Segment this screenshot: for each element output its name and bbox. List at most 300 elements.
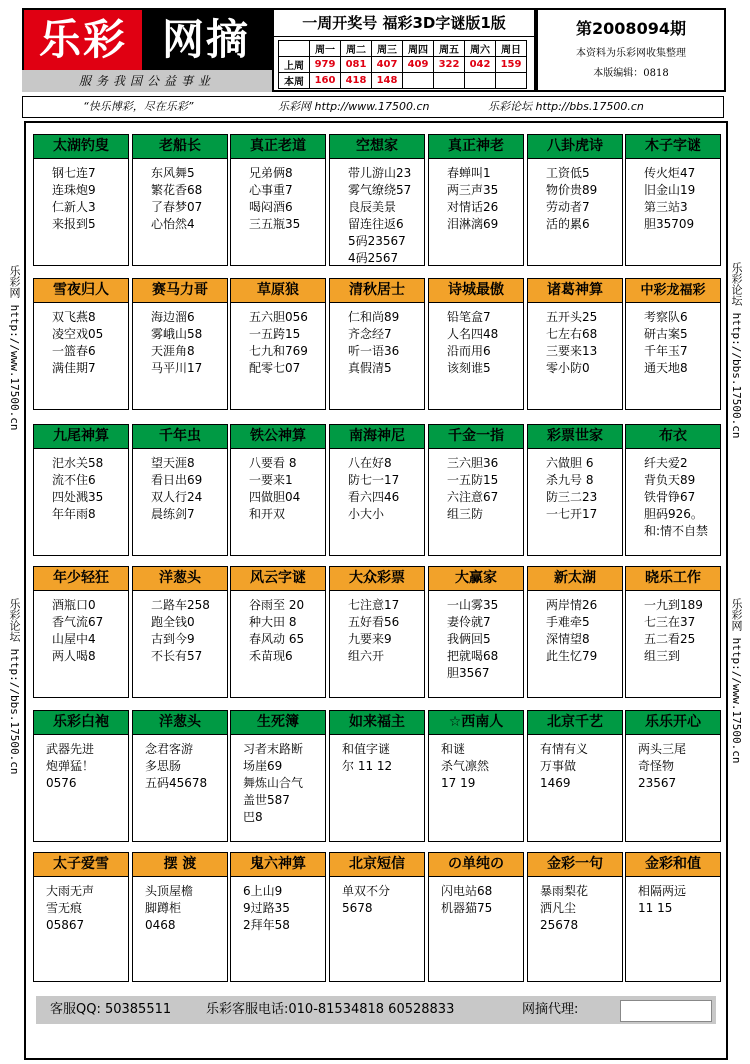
card-body bbox=[330, 877, 424, 917]
card-line: 05867 bbox=[46, 918, 85, 932]
panel-title: 一周开奖号 福彩3D字谜版1版 bbox=[274, 10, 534, 37]
card-line: 二路车258 bbox=[151, 598, 210, 612]
draw-number: 409 bbox=[403, 57, 434, 73]
card-line: 脚蹲柜 bbox=[145, 901, 182, 915]
card-line: 大雨无声 bbox=[46, 884, 95, 898]
card-line: 组三防 bbox=[447, 507, 484, 521]
tip-card bbox=[329, 424, 425, 556]
row-label: 本周 bbox=[279, 73, 310, 89]
card-line: 禾苗现6 bbox=[249, 649, 293, 663]
slogan: 服务我国公益事业 bbox=[22, 70, 272, 92]
card-body bbox=[133, 877, 227, 934]
card-body bbox=[133, 735, 227, 792]
card-line: 9过路35 bbox=[243, 901, 290, 915]
card-title: 太子爱雪 bbox=[34, 853, 128, 877]
card-line: 场崖69 bbox=[243, 759, 283, 773]
card-title: 草原狼 bbox=[231, 279, 325, 303]
tip-card bbox=[132, 852, 228, 982]
card-body bbox=[330, 735, 424, 775]
card-line: 两人喝8 bbox=[52, 649, 96, 663]
tip-card bbox=[230, 566, 326, 698]
card-line: 香气流67 bbox=[52, 615, 104, 629]
card-title: 乐彩白袍 bbox=[34, 711, 128, 735]
card-body bbox=[528, 303, 622, 377]
card-body bbox=[330, 591, 424, 665]
card-line: 23567 bbox=[638, 776, 677, 790]
card-line: 机器猫75 bbox=[441, 901, 493, 915]
card-line: 兄弟俩8 bbox=[249, 166, 293, 180]
draw-number: 042 bbox=[465, 57, 496, 73]
card-line: 0468 bbox=[145, 918, 176, 932]
card-line: 千年玉7 bbox=[644, 344, 688, 358]
tip-card bbox=[527, 566, 623, 698]
card-title: 太湖钓叟 bbox=[34, 135, 128, 159]
card-line: 四做胆04 bbox=[249, 490, 301, 504]
card-body bbox=[133, 303, 227, 377]
day-header: 周一 bbox=[310, 41, 341, 57]
draw-number: 159 bbox=[496, 57, 527, 73]
card-line: 和:情不自禁 bbox=[644, 524, 709, 538]
card-body bbox=[626, 159, 720, 233]
tip-card bbox=[230, 852, 326, 982]
issue-number: 第2008094期 bbox=[576, 19, 686, 38]
draw-number: 148 bbox=[372, 73, 403, 89]
card-title: 洋葱头 bbox=[133, 567, 227, 591]
card-title: 风云字谜 bbox=[231, 567, 325, 591]
card-line: 连珠炮9 bbox=[52, 183, 96, 197]
card-title: 新太湖 bbox=[528, 567, 622, 591]
card-body bbox=[133, 591, 227, 665]
card-line: 钢七连7 bbox=[52, 166, 96, 180]
card-line: 不长有57 bbox=[151, 649, 203, 663]
card-line: 妻伶就7 bbox=[447, 615, 491, 629]
card-line: 铁骨铮67 bbox=[644, 490, 696, 504]
card-line: 背负天89 bbox=[644, 473, 696, 487]
tip-card bbox=[329, 134, 425, 266]
card-line: 听一语36 bbox=[348, 344, 400, 358]
tip-card bbox=[132, 710, 228, 842]
card-body bbox=[330, 159, 424, 267]
card-line: 零小防0 bbox=[546, 361, 590, 375]
tip-card bbox=[527, 278, 623, 410]
card-line: 盖世587 bbox=[243, 793, 290, 807]
editor-note: 本版编辑：0818 bbox=[593, 68, 669, 79]
card-line: 0576 bbox=[46, 776, 77, 790]
card-title: 千金一指 bbox=[429, 425, 523, 449]
card-line: 第三站3 bbox=[644, 200, 688, 214]
card-line: 奇怪物 bbox=[638, 759, 675, 773]
card-line: 深情望8 bbox=[546, 632, 590, 646]
card-line: 汜水关58 bbox=[52, 456, 104, 470]
card-line: 纤夫爱2 bbox=[644, 456, 688, 470]
draw-number: 322 bbox=[434, 57, 465, 73]
logo bbox=[22, 8, 272, 72]
card-body bbox=[34, 735, 128, 792]
card-line: 传火炬47 bbox=[644, 166, 696, 180]
card-line: 春风动 65 bbox=[249, 632, 305, 646]
card-line: 万事做 bbox=[540, 759, 577, 773]
tip-card bbox=[230, 134, 326, 266]
banner bbox=[22, 96, 724, 118]
tip-card bbox=[230, 278, 326, 410]
card-line: 东风舞5 bbox=[151, 166, 195, 180]
card-title: 千年虫 bbox=[133, 425, 227, 449]
card-body bbox=[429, 303, 523, 377]
card-line: 三六胆36 bbox=[447, 456, 499, 470]
day-header: 周五 bbox=[434, 41, 465, 57]
card-line: 防七一17 bbox=[348, 473, 400, 487]
card-line: 和开双 bbox=[249, 507, 286, 521]
card-line: 五开头25 bbox=[546, 310, 598, 324]
card-title: 鬼六神算 bbox=[231, 853, 325, 877]
day-header: 周二 bbox=[341, 41, 372, 57]
card-line: 种大田 8 bbox=[249, 615, 297, 629]
card-line: 4码2567 bbox=[348, 251, 399, 265]
card-line: 防三二23 bbox=[546, 490, 598, 504]
card-line: 习者末路断 bbox=[243, 742, 304, 756]
tip-card bbox=[329, 566, 425, 698]
card-title: 铁公神算 bbox=[231, 425, 325, 449]
tip-card bbox=[230, 710, 326, 842]
draw-number bbox=[434, 73, 465, 89]
card-line: 铅笔盒7 bbox=[447, 310, 491, 324]
card-line: 流不住6 bbox=[52, 473, 96, 487]
card-body bbox=[231, 159, 325, 233]
card-line: 一九到189 bbox=[644, 598, 703, 612]
draw-number bbox=[403, 73, 434, 89]
tip-card bbox=[132, 278, 228, 410]
card-line: 5码23567 bbox=[348, 234, 406, 248]
card-line: 组六开 bbox=[348, 649, 385, 663]
card-body bbox=[231, 877, 325, 934]
tip-card bbox=[625, 278, 721, 410]
card-line: 八在好8 bbox=[348, 456, 392, 470]
tip-card bbox=[132, 134, 228, 266]
tip-card bbox=[428, 134, 524, 266]
card-line: 两头三尾 bbox=[638, 742, 687, 756]
card-line: 组三到 bbox=[644, 649, 681, 663]
card-title: 生死簿 bbox=[231, 711, 325, 735]
card-line: 年年雨8 bbox=[52, 507, 96, 521]
card-line: 此生忆79 bbox=[546, 649, 598, 663]
card-line: 沿而用6 bbox=[447, 344, 491, 358]
card-title: 南海神尼 bbox=[330, 425, 424, 449]
card-line: 留连往返6 bbox=[348, 217, 404, 231]
tip-card bbox=[625, 852, 721, 982]
side-text-left-bottom: 乐彩论坛 http://bbs.17500.cn bbox=[8, 598, 21, 775]
footer-qq: 客服QQ: 50385511 bbox=[50, 1002, 172, 1017]
card-body bbox=[34, 877, 128, 934]
card-line: 双人行24 bbox=[151, 490, 203, 504]
card-line: 来报到5 bbox=[52, 217, 96, 231]
card-body bbox=[34, 159, 128, 233]
card-line: 配零七07 bbox=[249, 361, 301, 375]
card-line: 武器先进 bbox=[46, 742, 95, 756]
card-line: 满佳期7 bbox=[52, 361, 96, 375]
card-line: 一五防15 bbox=[447, 473, 499, 487]
tip-card bbox=[625, 134, 721, 266]
card-line: 了春梦07 bbox=[151, 200, 203, 214]
tip-card bbox=[230, 424, 326, 556]
card-title: 老船长 bbox=[133, 135, 227, 159]
card-line: 谷雨至 20 bbox=[249, 598, 305, 612]
card-line: 海边溜6 bbox=[151, 310, 195, 324]
card-line: 九要来9 bbox=[348, 632, 392, 646]
card-title: 布衣 bbox=[626, 425, 720, 449]
site-link-main[interactable]: 乐彩网 http://www.17500.cn bbox=[278, 100, 430, 113]
tip-card bbox=[132, 424, 228, 556]
card-line: 雾峨山58 bbox=[151, 327, 203, 341]
card-line: 一篮春6 bbox=[52, 344, 96, 358]
card-line: 山屋中4 bbox=[52, 632, 96, 646]
card-title: 空想家 bbox=[330, 135, 424, 159]
draw-number bbox=[465, 73, 496, 89]
logo-right: 网摘 bbox=[142, 10, 270, 70]
card-line: 杀气凛然 bbox=[441, 759, 490, 773]
card-line: 劳动者7 bbox=[546, 200, 590, 214]
draw-number: 418 bbox=[341, 73, 372, 89]
footer-agent-label: 网摘代理: bbox=[522, 1002, 579, 1017]
card-title: 彩票世家 bbox=[528, 425, 622, 449]
card-line: 雪无痕 bbox=[46, 901, 83, 915]
card-line: 凌空戏05 bbox=[52, 327, 104, 341]
tip-card bbox=[625, 566, 721, 698]
card-line: 杀九号 8 bbox=[546, 473, 594, 487]
card-body bbox=[528, 591, 622, 665]
card-line: 两三声35 bbox=[447, 183, 499, 197]
card-title: 大众彩票 bbox=[330, 567, 424, 591]
card-title: 晓乐工作 bbox=[626, 567, 720, 591]
card-title: 大赢家 bbox=[429, 567, 523, 591]
card-line: 仁和尚89 bbox=[348, 310, 400, 324]
day-header: 周四 bbox=[403, 41, 434, 57]
card-line: 跑全钱0 bbox=[151, 615, 195, 629]
draw-number bbox=[496, 73, 527, 89]
tip-card bbox=[329, 852, 425, 982]
card-body bbox=[626, 591, 720, 665]
tip-card bbox=[428, 278, 524, 410]
card-line: 小大小 bbox=[348, 507, 385, 521]
card-title: 木子字谜 bbox=[626, 135, 720, 159]
card-line: 对情话26 bbox=[447, 200, 499, 214]
card-line: 6上山9 bbox=[243, 884, 283, 898]
card-line: 11 15 bbox=[638, 901, 673, 915]
tip-card bbox=[33, 424, 129, 556]
card-line: 相隔两远 bbox=[638, 884, 687, 898]
tip-card bbox=[329, 710, 425, 842]
card-line: 喝闷酒6 bbox=[249, 200, 293, 214]
agent-box bbox=[620, 1000, 712, 1022]
card-line: 齐念经7 bbox=[348, 327, 392, 341]
card-line: 胆码926。 bbox=[644, 507, 703, 521]
logo-left: 乐彩 bbox=[24, 10, 142, 70]
tip-card bbox=[625, 424, 721, 556]
card-body bbox=[528, 449, 622, 523]
card-line: 五六胆056 bbox=[249, 310, 308, 324]
card-line: 一要来1 bbox=[249, 473, 293, 487]
card-body bbox=[429, 735, 523, 792]
tip-card bbox=[527, 424, 623, 556]
draws-table bbox=[278, 40, 527, 89]
side-text-right-top: 乐彩论坛 http://bbs.17500.cn bbox=[730, 262, 743, 439]
card-line: 单双不分 bbox=[342, 884, 391, 898]
issue-panel bbox=[536, 8, 726, 92]
card-body bbox=[231, 449, 325, 523]
card-body bbox=[231, 591, 325, 665]
card-line: 闪电站68 bbox=[441, 884, 493, 898]
card-line: 5678 bbox=[342, 901, 373, 915]
card-line: 旧金山19 bbox=[644, 183, 696, 197]
card-line: 泪淋漓69 bbox=[447, 217, 499, 231]
card-line: 把就喝68 bbox=[447, 649, 499, 663]
card-line: 考察队6 bbox=[644, 310, 688, 324]
card-line: 仁新人3 bbox=[52, 200, 96, 214]
draw-number: 160 bbox=[310, 73, 341, 89]
day-header: 周日 bbox=[496, 41, 527, 57]
day-header: 周六 bbox=[465, 41, 496, 57]
card-line: 17 19 bbox=[441, 776, 476, 790]
card-body bbox=[626, 449, 720, 540]
card-title: 赛马力哥 bbox=[133, 279, 227, 303]
card-line: 1469 bbox=[540, 776, 571, 790]
card-body bbox=[133, 159, 227, 233]
card-line: 五好看56 bbox=[348, 615, 400, 629]
card-line: 和值字谜 bbox=[342, 742, 391, 756]
card-body bbox=[429, 449, 523, 523]
row-label: 上周 bbox=[279, 57, 310, 73]
card-line: 一山雾35 bbox=[447, 598, 499, 612]
draw-number: 979 bbox=[310, 57, 341, 73]
card-body bbox=[528, 735, 622, 792]
card-title: 诗城最傲 bbox=[429, 279, 523, 303]
card-title: 年少轻狂 bbox=[34, 567, 128, 591]
card-line: 马平川17 bbox=[151, 361, 203, 375]
card-line: 手难牵5 bbox=[546, 615, 590, 629]
footer-phone: 乐彩客服电话:010-81534818 60528833 bbox=[206, 1002, 455, 1017]
card-body bbox=[528, 877, 622, 934]
card-title: 真正神老 bbox=[429, 135, 523, 159]
card-body bbox=[34, 449, 128, 523]
tip-card bbox=[428, 424, 524, 556]
tip-card bbox=[132, 566, 228, 698]
card-line: 心事重7 bbox=[249, 183, 293, 197]
tip-card bbox=[33, 134, 129, 266]
card-body bbox=[626, 303, 720, 377]
card-line: 通天地8 bbox=[644, 361, 688, 375]
draw-number: 407 bbox=[372, 57, 403, 73]
card-title: 如来福主 bbox=[330, 711, 424, 735]
site-link-forum[interactable]: 乐彩论坛 http://bbs.17500.cn bbox=[488, 100, 644, 113]
card-line: 头顶屋檐 bbox=[145, 884, 194, 898]
tip-card bbox=[428, 852, 524, 982]
card-title: 中彩龙福彩 bbox=[626, 279, 720, 303]
card-title: の单纯の bbox=[429, 853, 523, 877]
card-title: ☆西南人 bbox=[429, 711, 523, 735]
card-line: 物价贵89 bbox=[546, 183, 598, 197]
tip-card bbox=[527, 852, 623, 982]
tip-card bbox=[527, 710, 623, 842]
card-line: 天涯角8 bbox=[151, 344, 195, 358]
draw-number: 081 bbox=[341, 57, 372, 73]
card-line: 七三在37 bbox=[644, 615, 696, 629]
card-title: 北京千艺 bbox=[528, 711, 622, 735]
card-line: 雾气缭绕57 bbox=[348, 183, 412, 197]
card-line: 五二看25 bbox=[644, 632, 696, 646]
card-line: 尔 11 12 bbox=[342, 759, 393, 773]
card-body bbox=[626, 735, 720, 792]
card-line: 三要来13 bbox=[546, 344, 598, 358]
motto: “快乐博彩，尽在乐彩” bbox=[83, 100, 194, 113]
card-line: 真假清5 bbox=[348, 361, 392, 375]
card-line: 2拜年58 bbox=[243, 918, 290, 932]
card-line: 七九和769 bbox=[249, 344, 308, 358]
card-title: 金彩一句 bbox=[528, 853, 622, 877]
tip-card bbox=[329, 278, 425, 410]
card-line: 巴8 bbox=[243, 810, 263, 824]
card-line: 舞炼山合气 bbox=[243, 776, 304, 790]
card-body bbox=[429, 877, 523, 917]
card-title: 摆 渡 bbox=[133, 853, 227, 877]
card-line: 胆35709 bbox=[644, 217, 695, 231]
card-line: 看六四46 bbox=[348, 490, 400, 504]
day-header: 周三 bbox=[372, 41, 403, 57]
card-line: 六做胆 6 bbox=[546, 456, 594, 470]
tip-card bbox=[428, 566, 524, 698]
card-line: 活的累6 bbox=[546, 217, 590, 231]
footer bbox=[36, 996, 716, 1024]
card-line: 一五跨15 bbox=[249, 327, 301, 341]
card-line: 胆3567 bbox=[447, 666, 490, 680]
card-line: 人名四48 bbox=[447, 327, 499, 341]
tip-card bbox=[33, 852, 129, 982]
card-line: 两岸情26 bbox=[546, 598, 598, 612]
card-line: 双飞燕8 bbox=[52, 310, 96, 324]
card-line: 该刻谁5 bbox=[447, 361, 491, 375]
card-body bbox=[34, 303, 128, 377]
card-line: 洒凡尘 bbox=[540, 901, 577, 915]
card-line: 晨练剑7 bbox=[151, 507, 195, 521]
card-line: 研古案5 bbox=[644, 327, 688, 341]
card-body bbox=[133, 449, 227, 523]
card-line: 多思肠 bbox=[145, 759, 182, 773]
card-line: 春蝉叫1 bbox=[447, 166, 491, 180]
card-line: 我俩回5 bbox=[447, 632, 491, 646]
side-text-right-bottom: 乐彩网 http://www.17500.cn bbox=[730, 598, 743, 764]
card-line: 三五瓶35 bbox=[249, 217, 301, 231]
card-line: 工资低5 bbox=[546, 166, 590, 180]
card-title: 北京短信 bbox=[330, 853, 424, 877]
card-title: 乐乐开心 bbox=[626, 711, 720, 735]
card-line: 看日出69 bbox=[151, 473, 203, 487]
card-line: 六注意67 bbox=[447, 490, 499, 504]
card-line: 酒瓶口0 bbox=[52, 598, 96, 612]
card-title: 金彩和值 bbox=[626, 853, 720, 877]
card-title: 雪夜归人 bbox=[34, 279, 128, 303]
card-body bbox=[330, 303, 424, 377]
card-line: 繁花香68 bbox=[151, 183, 203, 197]
card-body bbox=[528, 159, 622, 233]
card-body bbox=[231, 735, 325, 826]
tip-card bbox=[33, 278, 129, 410]
tip-card bbox=[33, 566, 129, 698]
card-title: 真正老道 bbox=[231, 135, 325, 159]
card-body bbox=[626, 877, 720, 917]
card-body bbox=[34, 591, 128, 665]
card-line: 炮弹猛！ bbox=[46, 759, 95, 773]
card-line: 望天涯8 bbox=[151, 456, 195, 470]
card-body bbox=[330, 449, 424, 523]
card-title: 清秋居士 bbox=[330, 279, 424, 303]
